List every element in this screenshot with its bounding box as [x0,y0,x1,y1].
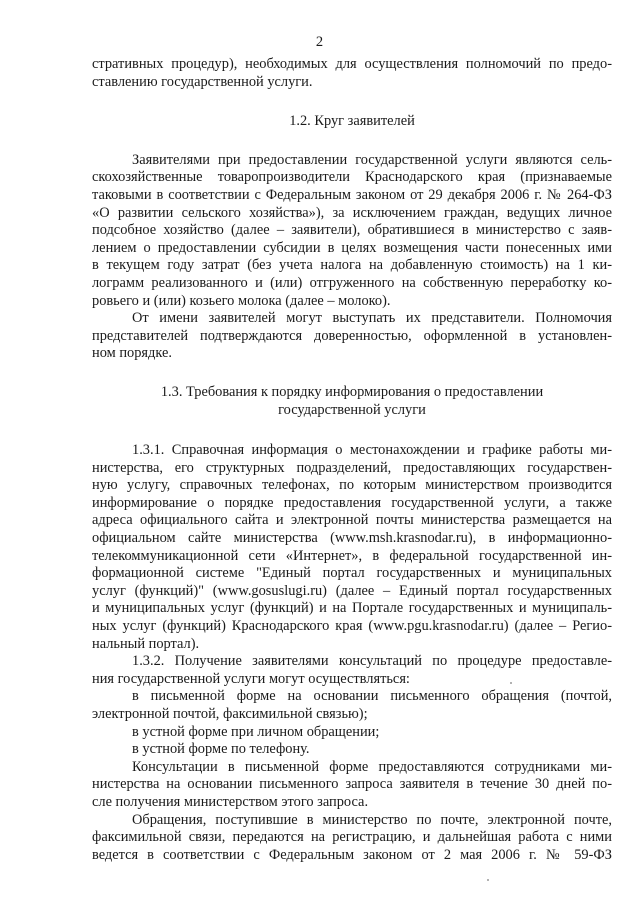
heading-line: государственной услуги [278,401,426,418]
text-line: нистерства, его структурных подразделений, предоставляющих государствен- [92,459,612,476]
text-line: в текущем году затрат (без учета налога на добавленную стоимость) на 1 ки- [92,257,612,274]
text-line: сле получения министерством этого запроса. [92,793,369,810]
page-number: 2 [315,34,324,50]
text-line: телекоммуникационной сети «Интернет», в федеральной государственной ин- [92,547,612,564]
document-body [92,56,612,864]
text-line: 1.3.2. Получение заявителями консультаций по процедуре предоставле- [132,653,612,670]
text-line: официальном сайте министерства (www.msh.krasnodar.ru), в информационно- [92,530,612,547]
text-line: стративных процедур), необходимых для осуществления полномочий по предо- [92,56,612,72]
text-line: таковыми в соответствии с Федеральным законом от 29 декабря 2006 г. № 264-ФЗ [92,186,612,203]
text-line: подсобное хозяйство (далее – заявители), обратившиеся в министерство с заяв- [92,222,612,239]
text-line: в устной форме при личном обращении; [132,723,380,740]
text-line: От имени заявителей могут выступать их представители. Полномочия [132,310,612,327]
text-line: Заявителями при предоставлении государственной услуги являются сель- [132,151,612,168]
paragraph-1-3-1 [92,442,612,653]
text-line: в устной форме по телефону. [132,741,310,758]
text-line: Обращения, поступившие в министерство по почте, электронной почте, [132,811,612,828]
text-line: услуг (функций)" (www.gosuslugi.ru) (далее – Единый портал государственных [92,582,612,599]
section-heading-1-2: 1.2. Круг заявителей [289,113,415,130]
text-line: формационной системе "Единый портал государственных и муниципальных [92,565,612,582]
text-line: Консультации в письменной форме предоставляются сотрудниками ми- [132,758,612,775]
intro-paragraph [92,56,612,91]
representatives-paragraph [92,310,612,363]
text-line: адреса официального сайта и электронной почты министерства размещается на [92,512,612,529]
text-line: и муниципальных услуг (функций) и на Портале государственных и муниципаль- [92,600,612,617]
text-line: лением о предоставлении субсидии в целях возмещения части понесенных ими [92,239,612,256]
text-line: информирование о порядке предоставления государственной услуги, а также [92,494,612,511]
text-line: нальный портал). [92,635,200,652]
paragraph-1-3-2 [92,653,612,811]
text-line: лограмм реализованного и (или) отгруженного на собственную переработку ко- [92,274,612,291]
section-heading-1-3 [92,384,612,419]
text-line: скохозяйственные товаропроизводители Краснодарского края (признаваемые [92,169,612,186]
text-line: нистерства на основании письменного запроса заявителя в течение 30 дней по- [92,776,612,793]
text-line: ном порядке. [92,345,172,362]
scan-speck [487,879,489,881]
text-line: представителей подтверждаются доверенностью, оформленной в установлен- [92,327,612,344]
text-line: ния государственной услуги могут осуществляться: [92,670,410,687]
applicants-paragraph [92,152,612,310]
text-line: 1.3.1. Справочная информация о местонахождении и графике работы ми- [132,442,612,459]
text-line: «О развитии сельского хозяйства»), за исключением граждан, ведущих личное [92,204,612,221]
text-line: ставлению государственной услуги. [92,73,313,90]
text-line: в письменной форме на основании письменного обращения (почтой, [132,688,612,705]
text-line: ных услуг (функций) Краснодарского края (www.pgu.krasnodar.ru) (далее – Регио- [92,618,612,635]
appeals-paragraph [92,812,612,865]
text-line: ведется в соответствии с Федеральным законом от 2 мая 2006 г. № 59-ФЗ [92,846,612,863]
text-line: электронной почтой, факсимильной связью); [92,706,368,722]
text-line: факсимильной связи, передаются на регистрацию, и дальнейшая работа с ними [92,829,612,846]
text-line: ровьего и (или) козьего молока (далее – молоко). [92,292,391,309]
scan-speck [510,682,512,684]
heading-line: 1.3. Требования к порядку информирования о предоставлении [160,383,544,400]
text-line: ную услугу, справочных телефонах, по которым министерством производится [92,477,612,494]
